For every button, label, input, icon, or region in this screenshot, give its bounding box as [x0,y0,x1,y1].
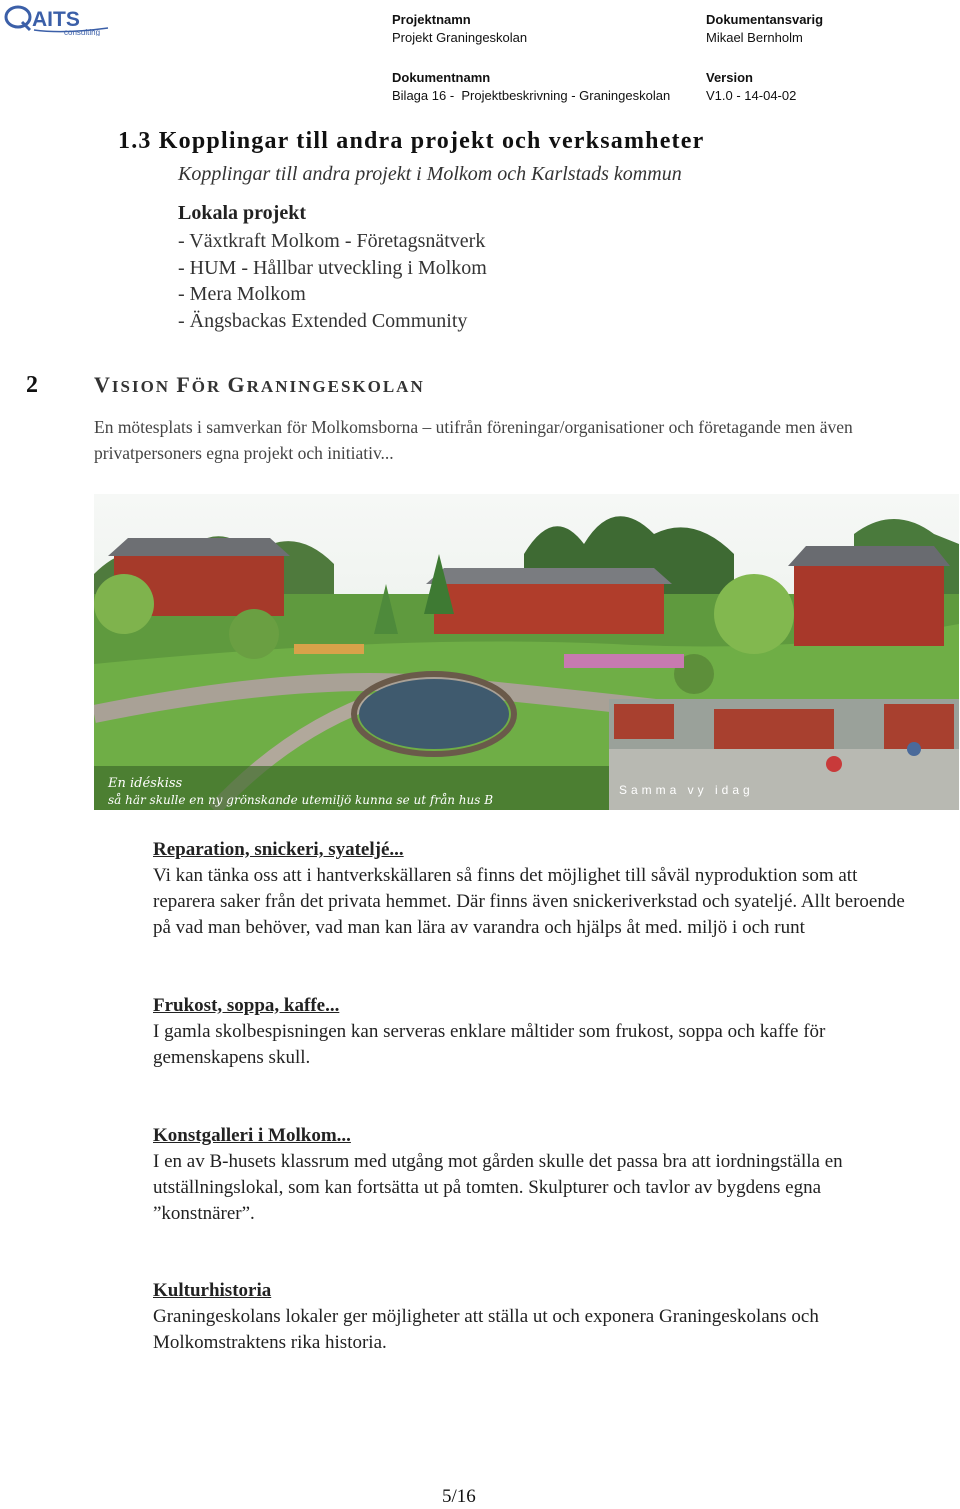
version-label: Version [706,70,753,85]
section-text: I gamla skolbespisningen kan serveras enklare måltider som frukost, soppa och kaffe för [153,1021,826,1042]
lokala-projekt-heading: Lokala projekt [178,202,306,224]
garden-sketch-image [94,494,959,810]
section-1-3-heading: 1.3 Kopplingar till andra projekt och verksamheter [118,128,705,154]
list-item: - Växtkraft Molkom - Företagsnätverk [178,230,486,252]
list-item: - HUM - Hållbar utveckling i Molkom [178,256,487,279]
inset-caption: Samma vy idag [619,783,754,797]
doc-name-label: Dokumentnamn [392,70,491,85]
section-text: Vi kan tänka oss att i hantverkskällaren så finns det möjlighet till såväl nyproduktion som att reparera saker från det privata hemmet. Där finns även snickeriverkstad och syateljé. Allt beroende på vad man behöver, vad man kan lära av varandra och hjälps åt med. miljö i och runt [153,865,905,938]
responsible-label: Dokumentansvarig [706,12,824,27]
list-item: - Ängsbackas Extended Community [178,309,468,332]
section-heading: Frukost, soppa, kaffe... [153,995,340,1016]
doc-name-value: Bilaga 16 - Projektbeskrivning - Graningeskolan [392,88,671,103]
vision-text: En mötesplats i samverkan för Molkomsborna – utifrån föreningar/organisationer och företagande men även privatpersoners egna projekt och initiativ... [94,417,853,463]
section-frukost [153,993,923,1071]
section-kulturhistoria [153,1278,923,1356]
company-logo [4,4,114,34]
section-heading: Reparation, snickeri, syateljé... [153,839,404,860]
section-text-2: ”konstnärer”. [153,1203,255,1224]
section-2-number: 2 [26,372,38,398]
section-reparation [153,837,923,941]
section-text: Graningeskolans lokaler ger möjligheter att ställa ut och exponera Graningeskolans och Molkomstraktens rika historia. [153,1306,819,1353]
section-text: I en av B-husets klassrum med utgång mot gården skulle det passa bra att iordningställa en utställningslokal, som kan fortsätta ut på tomten. Skulpturer och tavlor av bygdens egna [153,1151,843,1198]
page-number: 5/16 [442,1486,476,1507]
section-konstgalleri [153,1123,923,1227]
section-heading: Konstgalleri i Molkom... [153,1125,351,1146]
list-item: - Mera Molkom [178,283,306,305]
section-1-3-subheading: Kopplingar till andra projekt i Molkom och Karlstads kommun [178,163,682,185]
sketch-caption-line1: En idéskiss [108,776,183,791]
lokala-projekt-list [178,228,487,334]
project-name-value: Projekt Graningeskolan [392,30,528,45]
version-value: V1.0 - 14-04-02 [706,88,797,103]
section-2-title: VISION FÖR GRANINGESKOLAN [94,372,425,397]
project-name-label: Projektnamn [392,12,471,27]
section-heading: Kulturhistoria [153,1280,272,1301]
svg-text:AITS: AITS [32,8,80,31]
responsible-value: Mikael Bernholm [706,30,803,45]
section-text-2: gemenskapens skull. [153,1047,311,1068]
logo-sub-text: consulting [64,28,101,36]
sketch-caption-line2: så här skulle en ny grönskande utemiljö kunna se ut från hus B [108,793,494,807]
